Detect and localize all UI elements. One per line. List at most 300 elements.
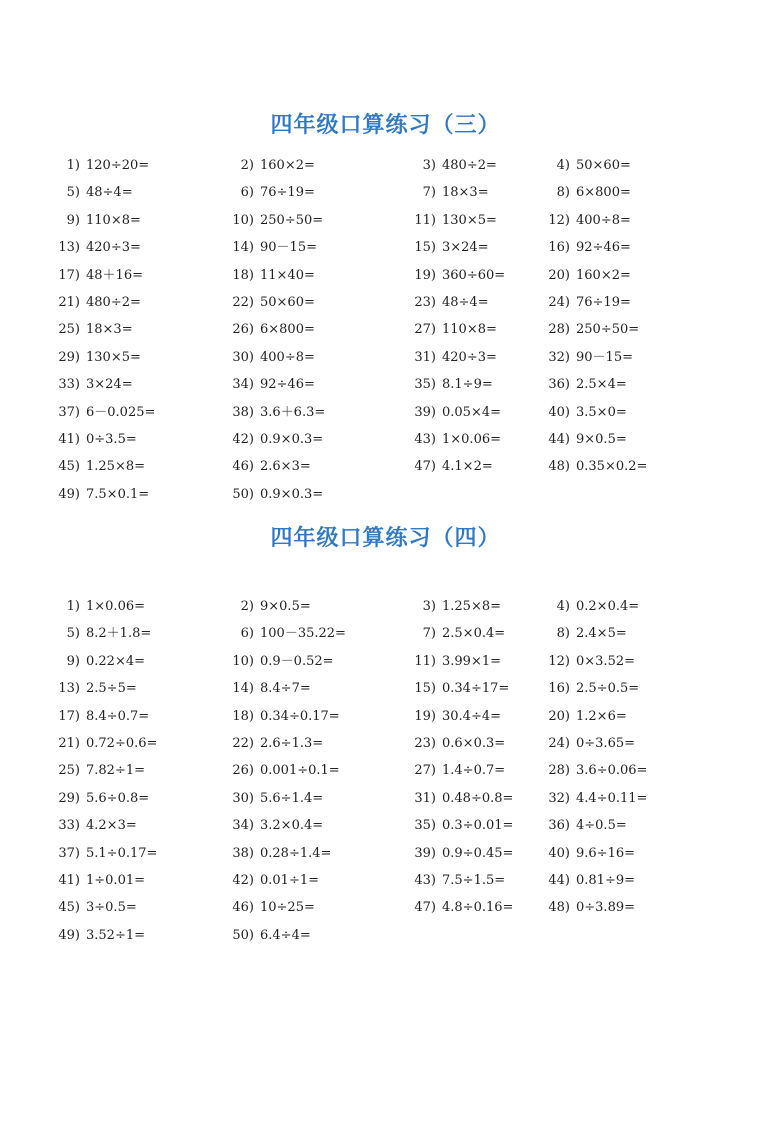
problem-item — [48, 899, 137, 917]
problem-number: 42) — [232, 431, 254, 447]
problem-expression: 0.6×0.3= — [442, 735, 506, 751]
problem-expression: 10÷25= — [260, 900, 315, 916]
problem-expression: 0.48÷0.8= — [442, 790, 514, 806]
problem-item — [404, 653, 501, 671]
problem-expression: 90－15= — [576, 349, 633, 365]
problem-item — [538, 212, 631, 230]
section-title-4: 四年级口算练习（四） — [270, 526, 501, 551]
problem-row — [0, 625, 771, 652]
problem-number: 18) — [232, 267, 254, 283]
problem-number: 35) — [414, 377, 436, 393]
problem-number: 12) — [548, 653, 570, 669]
problem-number: 40) — [548, 845, 570, 861]
problem-row — [0, 184, 771, 211]
problem-item — [538, 294, 631, 312]
problem-item — [538, 680, 639, 698]
problem-row — [0, 927, 771, 954]
problem-number: 15) — [414, 240, 436, 256]
problem-row — [0, 321, 771, 348]
problem-number: 28) — [548, 322, 570, 338]
problem-expression: 0.22×4= — [86, 653, 146, 669]
problem-expression: 50×60= — [576, 158, 631, 173]
problem-item — [404, 598, 501, 616]
problem-number: 37) — [58, 404, 80, 420]
problem-item — [222, 598, 311, 616]
problem-expression: 3.6＋6.3= — [260, 404, 326, 420]
problem-item — [222, 735, 323, 753]
problem-item — [538, 157, 631, 175]
problem-expression: 2.6÷1.3= — [260, 735, 324, 751]
problem-item — [48, 680, 137, 698]
problem-row — [0, 239, 771, 266]
problem-number: 16) — [548, 240, 570, 256]
problem-row — [0, 735, 771, 762]
problem-row — [0, 680, 771, 707]
problem-number: 14) — [232, 681, 254, 697]
problem-expression: 48÷4= — [86, 185, 133, 201]
problem-expression: 3.52÷1= — [86, 927, 146, 943]
problem-expression: 360÷60= — [442, 267, 506, 283]
problem-expression: 3.99×1= — [442, 653, 502, 669]
problem-number: 4) — [556, 599, 570, 614]
problem-expression: 120÷20= — [86, 158, 150, 173]
problem-item — [222, 927, 311, 945]
problem-expression: 420÷3= — [442, 349, 497, 365]
problem-expression: 1÷0.01= — [86, 872, 146, 888]
problem-number: 1) — [66, 158, 80, 173]
problem-expression: 1.25×8= — [86, 459, 146, 475]
problem-expression: 3.5×0= — [576, 404, 627, 420]
problem-expression: 0÷3.5= — [86, 431, 137, 447]
problem-expression: 8.4÷0.7= — [86, 708, 150, 724]
problem-expression: 2.5×0.4= — [442, 626, 506, 642]
problem-item — [404, 349, 497, 367]
problem-item — [538, 184, 631, 202]
problem-number: 28) — [548, 763, 570, 779]
problem-row — [0, 458, 771, 485]
problem-number: 50) — [232, 927, 254, 943]
problem-number: 5) — [66, 626, 80, 642]
problem-number: 20) — [548, 708, 570, 724]
problem-expression: 11×40= — [260, 267, 315, 283]
problem-number: 2) — [240, 599, 254, 614]
problem-number: 27) — [414, 322, 436, 338]
problem-number: 7) — [422, 626, 436, 642]
problem-expression: 9.6÷16= — [576, 845, 636, 861]
problem-item — [404, 157, 497, 175]
problem-item — [48, 404, 155, 422]
problem-item — [48, 157, 149, 175]
problem-number: 8) — [556, 626, 570, 642]
problem-number: 47) — [414, 900, 436, 916]
problem-number: 24) — [548, 294, 570, 310]
problem-number: 29) — [58, 349, 80, 365]
problem-number: 43) — [414, 872, 436, 888]
problem-number: 13) — [58, 240, 80, 256]
problem-number: 30) — [232, 790, 254, 806]
problem-item — [222, 872, 319, 890]
problem-number: 43) — [414, 431, 436, 447]
problem-number: 17) — [58, 708, 80, 724]
problem-row — [0, 431, 771, 458]
problem-expression: 0.01÷1= — [260, 872, 320, 888]
problem-expression: 0.81÷9= — [576, 872, 636, 888]
problem-grid-4 — [0, 598, 771, 954]
problem-item — [222, 680, 311, 698]
problem-expression: 6×800= — [576, 185, 631, 201]
problem-item — [48, 708, 149, 726]
problem-expression: 9×0.5= — [576, 431, 627, 447]
problem-expression: 4.2×3= — [86, 818, 137, 834]
problem-expression: 3×24= — [442, 240, 489, 256]
section-title-3: 四年级口算练习（三） — [270, 113, 501, 138]
problem-item — [222, 653, 334, 671]
problem-expression: 0.9×0.3= — [260, 431, 324, 447]
problem-item — [48, 653, 145, 671]
problem-expression: 0.28÷1.4= — [260, 845, 332, 861]
problem-expression: 4.4÷0.11= — [576, 790, 648, 806]
problem-row — [0, 212, 771, 239]
problem-item — [222, 486, 323, 504]
problem-number: 46) — [232, 459, 254, 475]
problem-item — [538, 376, 627, 394]
problem-expression: 0.35×0.2= — [576, 459, 648, 475]
problem-number: 7) — [422, 185, 436, 201]
problem-item — [222, 431, 323, 449]
problem-expression: 8.2＋1.8= — [86, 626, 152, 642]
problem-number: 9) — [66, 653, 80, 669]
problem-row — [0, 486, 771, 513]
problem-expression: 0.001÷0.1= — [260, 763, 340, 779]
problem-item — [538, 845, 635, 863]
problem-number: 47) — [414, 459, 436, 475]
problem-number: 45) — [58, 900, 80, 916]
problem-expression: 0÷3.65= — [576, 735, 636, 751]
problem-number: 19) — [414, 267, 436, 283]
problem-item — [222, 212, 323, 230]
problem-expression: 18×3= — [442, 185, 489, 201]
problem-number: 23) — [414, 294, 436, 310]
problem-expression: 5.6÷0.8= — [86, 790, 150, 806]
problem-expression: 110×8= — [86, 212, 141, 228]
problem-number: 50) — [232, 486, 254, 502]
problem-expression: 160×2= — [576, 267, 631, 283]
problem-number: 10) — [232, 653, 254, 669]
problem-expression: 48÷4= — [442, 294, 489, 310]
problem-item — [222, 899, 315, 917]
problem-number: 4) — [556, 158, 570, 173]
problem-expression: 0×3.52= — [576, 653, 636, 669]
problem-expression: 7.82÷1= — [86, 763, 146, 779]
problem-item — [222, 817, 323, 835]
problem-item — [404, 845, 513, 863]
problem-item — [404, 321, 497, 339]
problem-item — [222, 157, 315, 175]
problem-expression: 3÷0.5= — [86, 900, 137, 916]
problem-item — [538, 625, 627, 643]
problem-item — [538, 239, 631, 257]
problem-expression: 400÷8= — [260, 349, 315, 365]
problem-item — [404, 458, 493, 476]
problem-item — [538, 458, 647, 476]
problem-expression: 76÷19= — [260, 185, 315, 201]
problem-item — [538, 349, 633, 367]
problem-item — [404, 790, 513, 808]
problem-number: 2) — [240, 158, 254, 173]
problem-number: 18) — [232, 708, 254, 724]
problem-expression: 92÷46= — [260, 377, 315, 393]
problem-number: 13) — [58, 681, 80, 697]
problem-item — [222, 625, 346, 643]
problem-item — [48, 212, 141, 230]
problem-item — [48, 376, 133, 394]
problem-item — [404, 267, 505, 285]
problem-expression: 7.5×0.1= — [86, 486, 150, 502]
problem-expression: 0.34÷17= — [442, 681, 510, 697]
problem-expression: 2.5×4= — [576, 377, 627, 393]
problem-number: 1) — [66, 599, 80, 614]
problem-expression: 8.4÷7= — [260, 681, 311, 697]
problem-item — [222, 321, 315, 339]
problem-number: 31) — [414, 349, 436, 365]
problem-expression: 9×0.5= — [260, 599, 311, 614]
problem-number: 34) — [232, 377, 254, 393]
problem-item — [538, 735, 635, 753]
problem-item — [538, 817, 627, 835]
problem-row — [0, 157, 771, 184]
problem-item — [48, 817, 137, 835]
problem-expression: 480÷2= — [86, 294, 141, 310]
problem-number: 38) — [232, 404, 254, 420]
problem-expression: 100－35.22= — [260, 626, 346, 642]
problem-item — [48, 239, 141, 257]
problem-number: 26) — [232, 322, 254, 338]
problem-number: 42) — [232, 872, 254, 888]
problem-item — [48, 267, 143, 285]
problem-item — [48, 431, 137, 449]
problem-number: 21) — [58, 294, 80, 310]
problem-grid-3 — [0, 157, 771, 513]
problem-item — [404, 294, 489, 312]
problem-expression: 0.05×4= — [442, 404, 502, 420]
problem-expression: 0.34÷0.17= — [260, 708, 340, 724]
problem-item — [48, 349, 141, 367]
problem-item — [222, 762, 340, 780]
problem-number: 26) — [232, 763, 254, 779]
problem-item — [404, 817, 513, 835]
problem-number: 37) — [58, 845, 80, 861]
problem-row — [0, 845, 771, 872]
problem-number: 6) — [240, 626, 254, 642]
problem-number: 3) — [422, 158, 436, 173]
problem-expression: 250÷50= — [260, 212, 324, 228]
problem-number: 20) — [548, 267, 570, 283]
problem-row — [0, 872, 771, 899]
problem-number: 34) — [232, 818, 254, 834]
problem-row — [0, 899, 771, 926]
problem-number: 14) — [232, 240, 254, 256]
problem-item — [404, 899, 513, 917]
problem-number: 44) — [548, 431, 570, 447]
problem-expression: 3.2×0.4= — [260, 818, 324, 834]
problem-expression: 6×800= — [260, 322, 315, 338]
problem-expression: 130×5= — [442, 212, 497, 228]
problem-item — [222, 376, 315, 394]
problem-expression: 0÷3.89= — [576, 900, 636, 916]
problem-row — [0, 267, 771, 294]
problem-number: 44) — [548, 872, 570, 888]
problem-expression: 2.6×3= — [260, 459, 311, 475]
problem-item — [404, 239, 489, 257]
problem-number: 41) — [58, 872, 80, 888]
problem-item — [404, 708, 501, 726]
problem-row — [0, 598, 771, 625]
problem-item — [48, 735, 157, 753]
problem-item — [222, 349, 315, 367]
problem-item — [48, 321, 133, 339]
problem-item — [538, 404, 627, 422]
problem-number: 11) — [414, 212, 436, 228]
problem-item — [404, 184, 489, 202]
problem-item — [222, 708, 340, 726]
problem-row — [0, 653, 771, 680]
problem-expression: 160×2= — [260, 158, 315, 173]
problem-number: 40) — [548, 404, 570, 420]
problem-item — [538, 790, 647, 808]
problem-number: 19) — [414, 708, 436, 724]
problem-item — [48, 872, 145, 890]
problem-number: 6) — [240, 185, 254, 201]
problem-item — [538, 431, 627, 449]
problem-expression: 4÷0.5= — [576, 818, 627, 834]
problem-item — [222, 267, 315, 285]
problem-number: 27) — [414, 763, 436, 779]
problem-expression: 76÷19= — [576, 294, 631, 310]
problem-number: 22) — [232, 735, 254, 751]
problem-item — [404, 680, 509, 698]
problem-number: 16) — [548, 681, 570, 697]
problem-expression: 1×0.06= — [442, 431, 502, 447]
problem-expression: 3.6÷0.06= — [576, 763, 648, 779]
problem-expression: 4.8÷0.16= — [442, 900, 514, 916]
problem-expression: 3×24= — [86, 377, 133, 393]
problem-expression: 0.2×0.4= — [576, 599, 640, 614]
problem-row — [0, 349, 771, 376]
problem-number: 9) — [66, 212, 80, 228]
problem-number: 29) — [58, 790, 80, 806]
problem-number: 11) — [414, 653, 436, 669]
problem-expression: 110×8= — [442, 322, 497, 338]
problem-number: 49) — [58, 486, 80, 502]
problem-expression: 0.9×0.3= — [260, 486, 324, 502]
problem-number: 10) — [232, 212, 254, 228]
problem-item — [404, 431, 501, 449]
problem-number: 21) — [58, 735, 80, 751]
problem-item — [222, 790, 323, 808]
problem-number: 23) — [414, 735, 436, 751]
problem-number: 48) — [548, 459, 570, 475]
problem-item — [538, 899, 635, 917]
problem-item — [404, 376, 493, 394]
problem-number: 25) — [58, 763, 80, 779]
problem-number: 45) — [58, 459, 80, 475]
problem-item — [538, 708, 627, 726]
problem-row — [0, 404, 771, 431]
problem-number: 12) — [548, 212, 570, 228]
problem-number: 33) — [58, 818, 80, 834]
problem-expression: 18×3= — [86, 322, 133, 338]
problem-item — [538, 321, 639, 339]
problem-item — [48, 927, 145, 945]
problem-item — [222, 239, 317, 257]
problem-number: 22) — [232, 294, 254, 310]
problem-item — [538, 598, 639, 616]
problem-item — [48, 762, 145, 780]
problem-expression: 5.1÷0.17= — [86, 845, 158, 861]
problem-item — [538, 267, 631, 285]
problem-number: 33) — [58, 377, 80, 393]
problem-expression: 480÷2= — [442, 158, 497, 173]
problem-number: 41) — [58, 431, 80, 447]
problem-expression: 1.4÷0.7= — [442, 763, 506, 779]
problem-expression: 7.5÷1.5= — [442, 872, 506, 888]
problem-number: 39) — [414, 845, 436, 861]
problem-number: 36) — [548, 377, 570, 393]
problem-item — [538, 872, 635, 890]
problem-number: 49) — [58, 927, 80, 943]
problem-item — [404, 735, 505, 753]
problem-expression: 130×5= — [86, 349, 141, 365]
problem-expression: 6.4÷4= — [260, 927, 311, 943]
problem-number: 32) — [548, 349, 570, 365]
problem-item — [538, 653, 635, 671]
problem-item — [222, 184, 315, 202]
problem-number: 39) — [414, 404, 436, 420]
problem-expression: 1.25×8= — [442, 599, 502, 614]
problem-number: 46) — [232, 900, 254, 916]
problem-expression: 0.3÷0.01= — [442, 818, 514, 834]
problem-item — [404, 212, 497, 230]
problem-item — [538, 762, 647, 780]
problem-expression: 50×60= — [260, 294, 315, 310]
problem-item — [48, 294, 141, 312]
problem-item — [48, 845, 157, 863]
problem-item — [222, 404, 325, 422]
problem-expression: 92÷46= — [576, 240, 631, 256]
problem-item — [404, 404, 501, 422]
problem-expression: 1.2×6= — [576, 708, 627, 724]
problem-expression: 2.5÷0.5= — [576, 681, 640, 697]
problem-number: 38) — [232, 845, 254, 861]
problem-item — [48, 790, 149, 808]
problem-item — [222, 294, 315, 312]
problem-expression: 5.6÷1.4= — [260, 790, 324, 806]
problem-number: 8) — [556, 185, 570, 201]
problem-expression: 90－15= — [260, 240, 317, 256]
problem-item — [48, 184, 133, 202]
problem-row — [0, 294, 771, 321]
problem-item — [48, 598, 145, 616]
problem-number: 3) — [422, 599, 436, 614]
problem-row — [0, 708, 771, 735]
problem-item — [222, 845, 331, 863]
problem-expression: 2.5÷5= — [86, 681, 137, 697]
problem-number: 32) — [548, 790, 570, 806]
problem-number: 35) — [414, 818, 436, 834]
problem-expression: 0.72÷0.6= — [86, 735, 158, 751]
problem-number: 31) — [414, 790, 436, 806]
problem-row — [0, 790, 771, 817]
